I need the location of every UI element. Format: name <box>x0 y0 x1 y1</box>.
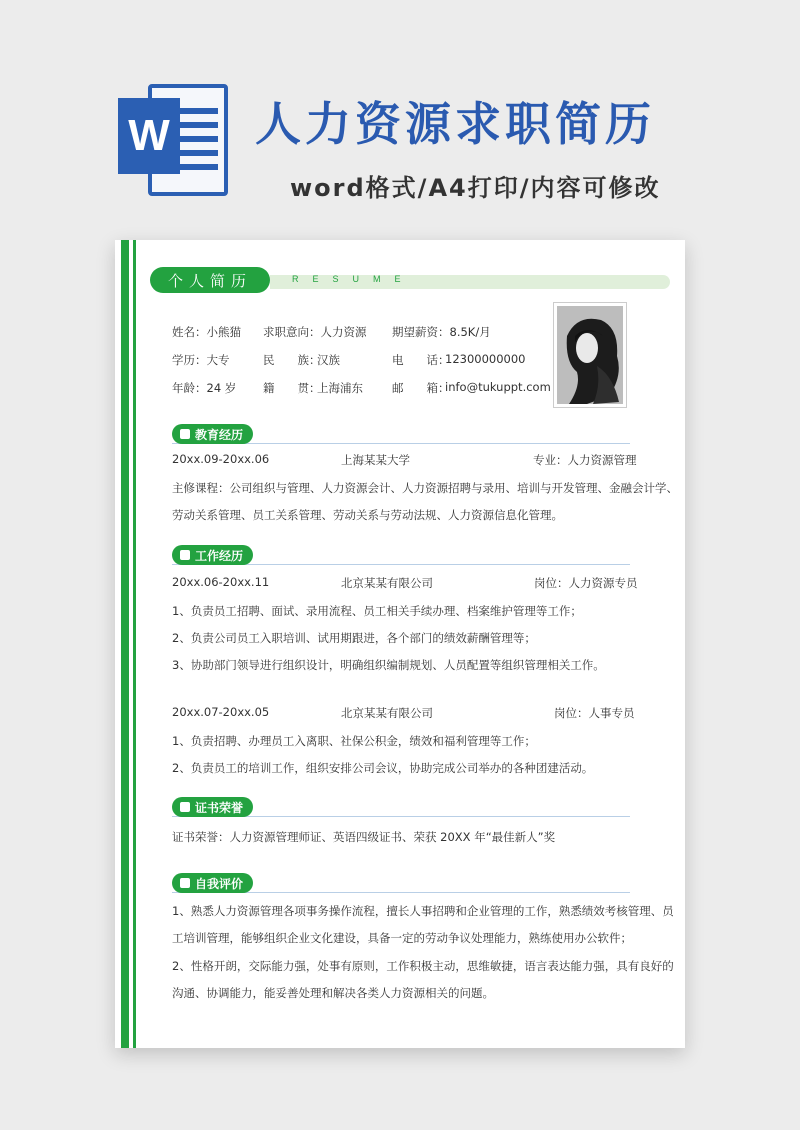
edu-courses-line2: 劳动关系管理、员工关系管理、劳动关系与劳动法规、人力资源信息化管理。 <box>172 508 563 522</box>
section-self-evaluation <box>172 873 630 893</box>
portrait-image <box>557 306 623 404</box>
name-field: 姓名：小熊猫 <box>172 325 241 339</box>
section-certificates <box>172 797 630 817</box>
page-title: 人力资源求职简历 <box>255 97 655 151</box>
section-title: 自我评价 <box>195 876 244 891</box>
self-p2-line1: 2、性格开朗，交际能力强，处事有原则，工作积极主动，思维敏捷，语言表达能力强，具有良好的 <box>172 959 674 973</box>
job2-duty1: 1、负责招聘、办理员工入离职、社保公积金，绩效和福利管理等工作； <box>172 734 536 748</box>
word-icon <box>118 84 228 196</box>
education-level-field: 学历：大专 <box>172 353 230 367</box>
section-title: 教育经历 <box>195 427 244 442</box>
certs-text: 证书荣誉：人力资源管理师证、英语四级证书、荣获 20XX 年“最佳新人”奖 <box>172 830 556 844</box>
edu-period: 20xx.09-20xx.06 <box>172 452 270 466</box>
job1-duty3: 3、协助部门领导进行组织设计，明确组织编制规划、人员配置等组织管理相关工作。 <box>172 658 605 672</box>
resume-en-label: RESUME <box>292 274 415 284</box>
edu-school: 上海某某大学 <box>341 453 410 467</box>
certificate-icon <box>180 802 190 812</box>
section-work <box>172 545 630 565</box>
resume-header <box>140 267 670 293</box>
chat-icon <box>180 878 190 888</box>
job1-position: 岗位：人力资源专员 <box>534 576 638 590</box>
section-education <box>172 424 630 444</box>
section-title: 工作经历 <box>195 548 244 563</box>
job1-duty2: 2、负责公司员工入职培训、试用期跟进，各个部门的绩效薪酬管理等； <box>172 631 536 645</box>
banner <box>0 0 800 230</box>
job2-position: 岗位：人事专员 <box>554 706 635 720</box>
edu-major: 专业：人力资源管理 <box>533 453 637 467</box>
resume-header-label: 个人简历 <box>150 267 270 293</box>
self-p2-line2: 沟通、协调能力，能妥善处理和解决各类人力资源相关的问题。 <box>172 986 494 1000</box>
graduation-cap-icon <box>180 429 190 439</box>
ethnic-value: 汉族 <box>317 353 340 367</box>
self-p1-line2: 工培训管理，能够组织企业文化建设，具备一定的劳动争议处理能力，熟练使用办公软件； <box>172 931 632 945</box>
phone-value: 12300000000 <box>445 352 526 366</box>
job1-period: 20xx.06-20xx.11 <box>172 575 270 589</box>
document-icon <box>180 550 190 560</box>
green-stripe <box>121 240 129 1048</box>
origin-value: 上海浦东 <box>317 381 363 395</box>
phone-label: 电 话： <box>392 353 450 367</box>
origin-label: 籍 贯： <box>263 381 321 395</box>
job2-duty2: 2、负责员工的培训工作，组织安排公司会议，协助完成公司举办的各种团建活动。 <box>172 761 594 775</box>
job1-company: 北京某某有限公司 <box>341 576 433 590</box>
green-stripe-thin <box>133 240 136 1048</box>
section-title: 证书荣誉 <box>195 800 244 815</box>
profile-photo <box>553 302 627 408</box>
email-value: info@tukuppt.com <box>445 380 551 394</box>
age-field: 年龄：24 岁 <box>172 381 237 395</box>
job1-duty1: 1、负责员工招聘、面试、录用流程、员工相关手续办理、档案维护管理等工作； <box>172 604 582 618</box>
page-subtitle: word格式/A4打印/内容可修改 <box>290 174 661 202</box>
intent-field: 求职意向：人力资源 <box>263 325 367 339</box>
edu-courses-line1: 主修课程：公司组织与管理、人力资源会计、人力资源招聘与录用、培训与开发管理、金融会计学、 <box>172 481 678 495</box>
job2-company: 北京某某有限公司 <box>341 706 433 720</box>
ethnic-label: 民 族： <box>263 353 321 367</box>
self-p1-line1: 1、熟悉人力资源管理各项事务操作流程，擅长人事招聘和企业管理的工作，熟悉绩效考核管理、员 <box>172 904 674 918</box>
email-label: 邮 箱： <box>392 381 450 395</box>
word-badge: W <box>118 98 180 174</box>
job2-period: 20xx.07-20xx.05 <box>172 705 270 719</box>
salary-field: 期望薪资：8.5K/月 <box>392 325 491 339</box>
